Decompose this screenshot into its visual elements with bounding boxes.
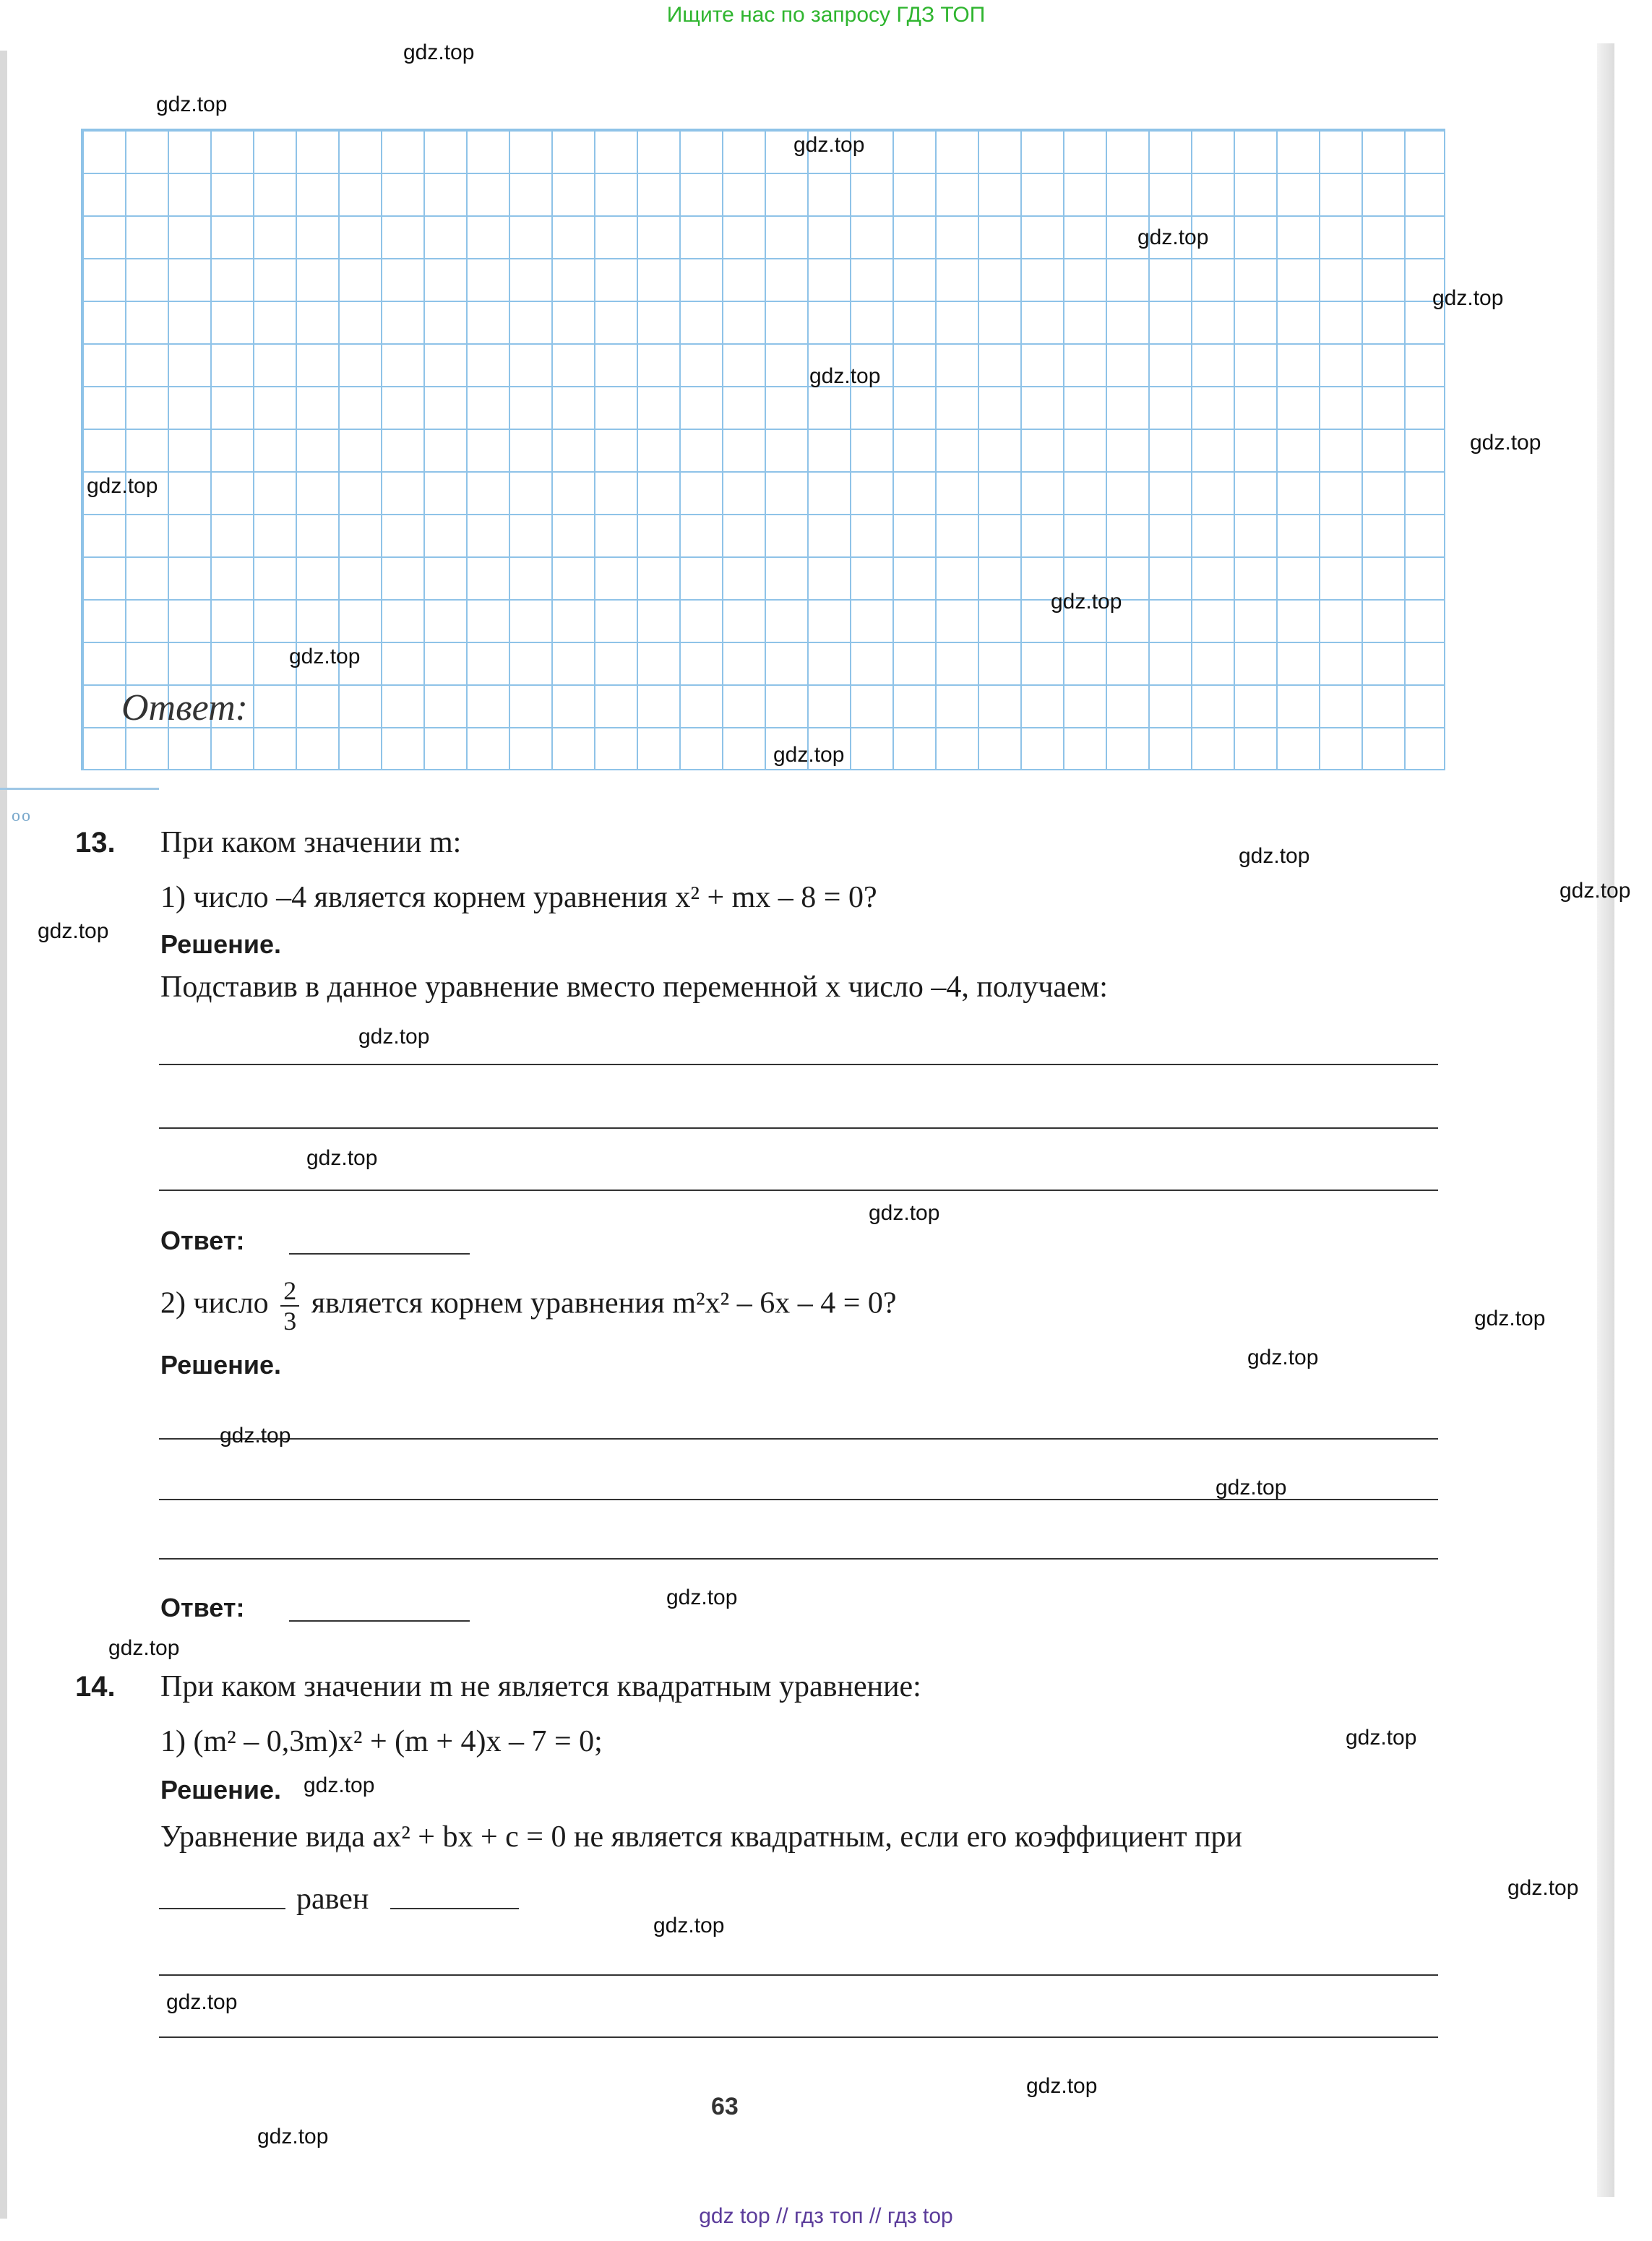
- watermark: gdz.top: [773, 743, 845, 767]
- task13-sub1-solution-label: Решение.: [160, 929, 282, 959]
- watermark: gdz.top: [1432, 286, 1504, 310]
- watermark: gdz.top: [38, 919, 109, 943]
- task14-number: 14.: [75, 1671, 116, 1703]
- answer-line[interactable]: [159, 1064, 1438, 1065]
- watermark: gdz.top: [166, 1990, 238, 2014]
- answer-blank[interactable]: [289, 1620, 470, 1622]
- watermark: gdz.top: [156, 93, 228, 116]
- watermark: gdz.top: [220, 1424, 291, 1448]
- task13-sub2-suffix: является корнем уравнения m²x² – 6x – 4 = 0?: [311, 1286, 897, 1320]
- watermark: gdz.top: [289, 645, 361, 668]
- watermark: gdz.top: [1470, 431, 1541, 455]
- watermark: gdz.top: [1026, 2074, 1098, 2098]
- task13-number: 13.: [75, 827, 116, 859]
- watermark: gdz.top: [257, 2125, 329, 2148]
- task13-sub2-item: [160, 1276, 897, 1335]
- blank-coefficient[interactable]: [159, 1908, 285, 1909]
- fraction-denominator: 3: [283, 1307, 297, 1335]
- answer-blank[interactable]: [289, 1253, 470, 1255]
- watermark: gdz.top: [1559, 879, 1631, 903]
- task14-sub1-solution-label: Решение.: [160, 1775, 282, 1805]
- task14-sub1-solution-text: Уравнение вида ax² + bx + c = 0 не является квадратным, если его коэффициент при: [160, 1820, 1243, 1854]
- watermark: gdz.top: [1239, 844, 1310, 868]
- page-number: 63: [711, 2093, 739, 2120]
- watermark: gdz.top: [1346, 1726, 1417, 1750]
- watermark: gdz.top: [108, 1636, 180, 1660]
- answer-line[interactable]: [159, 1438, 1438, 1440]
- task13-sub1-answer-label: Ответ:: [160, 1226, 245, 1255]
- tab-icon: оо: [12, 806, 32, 825]
- top-banner[interactable]: Ищите нас по запросу ГДЗ ТОП: [666, 3, 986, 27]
- task13-sub1-item: 1) число –4 является корнем уравнения x² + mx – 8 = 0?: [160, 881, 877, 914]
- watermark: gdz.top: [653, 1914, 725, 1937]
- answer-line[interactable]: [159, 1558, 1438, 1560]
- task14-question: При каком значении m не является квадратным уравнение:: [160, 1670, 921, 1703]
- task13-sub2-answer-label: Ответ:: [160, 1593, 245, 1622]
- watermark: gdz.top: [793, 133, 865, 157]
- watermark: gdz.top: [1216, 1476, 1287, 1500]
- watermark: gdz.top: [306, 1146, 378, 1170]
- watermark: gdz.top: [87, 474, 158, 498]
- watermark: gdz.top: [1474, 1307, 1546, 1330]
- watermark: gdz.top: [1137, 225, 1209, 249]
- bottom-banner[interactable]: gdz top // гдз топ // гдз top: [699, 2204, 953, 2228]
- section-divider: [0, 788, 159, 804]
- watermark: gdz.top: [666, 1586, 738, 1609]
- watermark: gdz.top: [304, 1773, 375, 1797]
- answer-line[interactable]: [159, 2036, 1438, 2038]
- task13-sub1-solution-text: Подставив в данное уравнение вместо переменной x число –4, получаем:: [160, 971, 1108, 1004]
- watermark: gdz.top: [1507, 1876, 1579, 1900]
- watermark: gdz.top: [1051, 590, 1122, 614]
- graph-paper-grid: [81, 129, 1445, 770]
- page-edge-left: [0, 51, 7, 2219]
- blank-value[interactable]: [390, 1908, 519, 1909]
- fraction-numerator: 2: [280, 1276, 299, 1307]
- answer-line[interactable]: [159, 1127, 1438, 1129]
- task13-sub2-solution-label: Решение.: [160, 1350, 282, 1380]
- answer-line[interactable]: [159, 1974, 1438, 1976]
- grid-answer-label: Ответ:: [121, 687, 248, 728]
- task14-sub1-item: 1) (m² – 0,3m)x² + (m + 4)x – 7 = 0;: [160, 1725, 603, 1758]
- watermark: gdz.top: [809, 364, 881, 388]
- watermark: gdz.top: [403, 40, 475, 64]
- task13-question: При каком значении m:: [160, 826, 462, 859]
- page-edge-right: [1597, 43, 1614, 2197]
- answer-line[interactable]: [159, 1190, 1438, 1191]
- fraction: [280, 1276, 299, 1335]
- ravno-label: равен: [296, 1883, 369, 1916]
- watermark: gdz.top: [869, 1201, 940, 1225]
- watermark: gdz.top: [358, 1025, 430, 1049]
- watermark: gdz.top: [1247, 1346, 1319, 1369]
- task13-sub2-prefix: 2) число: [160, 1286, 269, 1320]
